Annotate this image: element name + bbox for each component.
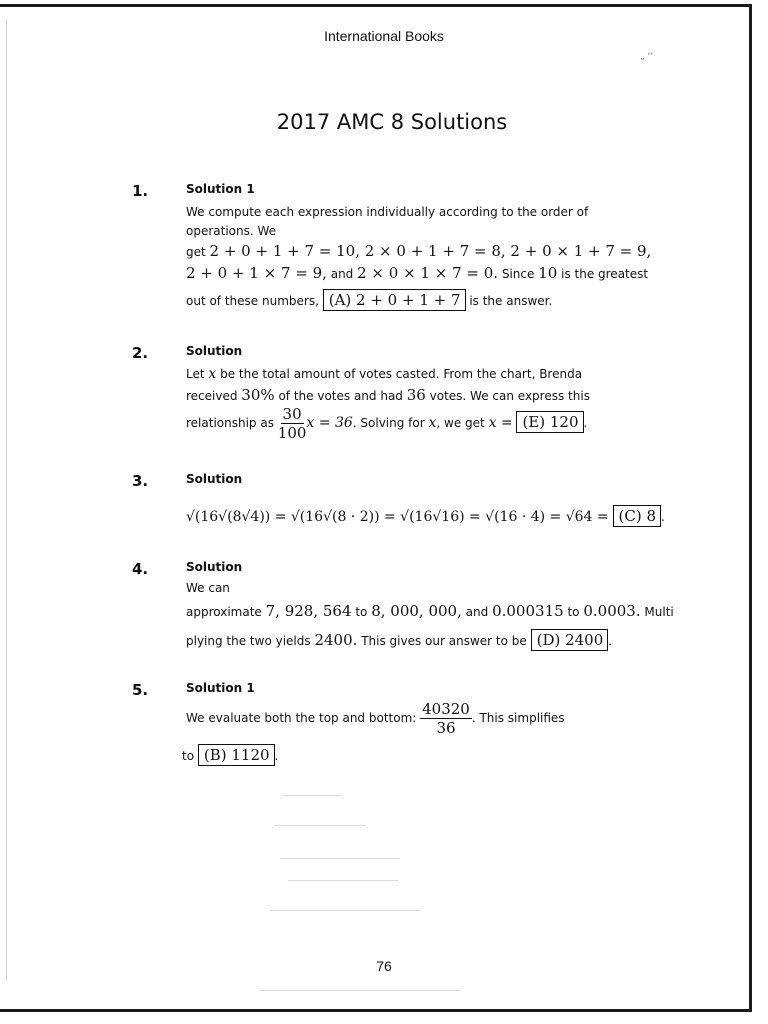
scan-edge-left [6, 20, 7, 980]
math-expression: 30% [241, 386, 275, 404]
page-number: 76 [376, 958, 392, 974]
text-span: Multi [640, 605, 674, 619]
page-title: 2017 AMC 8 Solutions [276, 110, 508, 134]
math-expression: 8, 000, 000, [371, 602, 462, 620]
answer-box: (D) 2400 [531, 629, 609, 651]
math-expression: 36 [406, 386, 426, 404]
solution-text [186, 405, 587, 442]
solution-text [186, 700, 565, 737]
scan-noise [288, 880, 398, 881]
text-span: We evaluate both the top and bottom: [186, 711, 421, 725]
problem-number: 1. [132, 182, 149, 200]
math-expression: 2400. [314, 631, 358, 649]
solution-heading: Solution 1 [186, 681, 255, 695]
fraction [278, 405, 307, 442]
text-span: is the answer. [465, 294, 553, 308]
problem-number: 4. [132, 560, 149, 578]
solution-heading: Solution 1 [186, 182, 255, 196]
text-span: . [661, 510, 665, 524]
math-expression: 10 [538, 264, 558, 282]
scan-edge-bottom [0, 1009, 752, 1012]
scan-edge-top [0, 4, 752, 7]
fraction-numerator: 40320 [422, 700, 470, 718]
solution-heading: Solution [186, 344, 243, 358]
text-span: approximate [186, 605, 266, 619]
fraction [420, 700, 472, 737]
scan-noise [270, 910, 420, 911]
problem-number: 2. [132, 344, 149, 362]
answer-box: (B) 1120 [198, 744, 275, 766]
math-expression: x = 36 [306, 415, 353, 431]
scan-noise [280, 858, 400, 859]
math-expression: √(16√(8√4)) = √(16√(8 · 2)) = √(16√16) = √(16 · 4) = √64 = [186, 509, 609, 525]
text-span: out of these numbers, [186, 294, 323, 308]
text-span: to [351, 605, 372, 619]
solution-text [182, 744, 278, 766]
fraction-denominator: 100 [277, 424, 307, 442]
solution-text [186, 505, 665, 527]
scan-noise [275, 825, 365, 826]
solution-text [186, 602, 674, 620]
math-expression: 0.000315 [492, 602, 564, 620]
text-span: and [461, 605, 493, 619]
text-span: This gives our answer to be [357, 634, 531, 648]
math-variable: x [208, 366, 217, 382]
solution-text [186, 264, 648, 282]
solution-text [186, 386, 590, 404]
text-span: be the total amount of votes casted. From the chart, Brenda [216, 367, 583, 381]
answer-box: (C) 8 [613, 505, 662, 527]
solution-text [186, 289, 552, 311]
page-header: International Books [324, 28, 444, 44]
solution-heading: Solution [186, 472, 243, 486]
fraction-numerator: 30 [282, 405, 302, 423]
text-span: . [608, 634, 613, 648]
math-expression: 2 + 0 + 1 × 7 = 9, [186, 264, 327, 282]
math-expression: 0.0003. [583, 602, 641, 620]
text-span: relationship as [186, 416, 278, 430]
text-span: Since [498, 267, 539, 281]
problem-number: 5. [132, 681, 149, 699]
corner-marks: „ ‘’ [640, 52, 654, 62]
text-span: is the greatest [557, 267, 649, 281]
text-span: of the votes and had [274, 389, 407, 403]
answer-box: (E) 120 [516, 411, 583, 433]
text-span: . This simplifies [471, 711, 565, 725]
solution-heading: Solution [186, 560, 243, 574]
text-span: and [326, 267, 358, 281]
text-span: . [583, 416, 588, 430]
text-span: get [186, 245, 210, 259]
scan-noise [282, 795, 342, 796]
solution-text [186, 366, 582, 382]
math-expression: 7, 928, 564 [265, 602, 352, 620]
math-expression: 2 × 0 × 1 × 7 = 0. [357, 264, 499, 282]
solution-text: We can [186, 581, 230, 595]
math-expression: 2 + 0 + 1 + 7 = 10, 2 × 0 + 1 + 7 = 8, 2 + 0 × 1 + 7 = 9, [209, 242, 652, 260]
text-span: received [186, 389, 242, 403]
answer-box: (A) 2 + 0 + 1 + 7 [323, 289, 466, 311]
solution-text: We compute each expression individually according to the order of [186, 205, 589, 219]
text-span: . [274, 749, 279, 763]
text-span: to [563, 605, 584, 619]
fraction-denominator: 36 [436, 719, 456, 737]
text-span: Let [186, 367, 209, 381]
text-span: . Solving for [352, 416, 429, 430]
solution-text [186, 629, 612, 651]
math-variable: x [428, 415, 437, 431]
text-span: , we get [436, 416, 489, 430]
solution-text [186, 242, 651, 260]
problem-number: 3. [132, 472, 149, 490]
text-span: to [182, 749, 198, 763]
math-expression: x = [488, 415, 513, 431]
scan-noise [260, 990, 460, 991]
solution-text: operations. We [186, 224, 277, 238]
text-span: plying the two yields [186, 634, 315, 648]
scan-edge-right [749, 4, 752, 1012]
text-span: votes. We can express this [425, 389, 590, 403]
